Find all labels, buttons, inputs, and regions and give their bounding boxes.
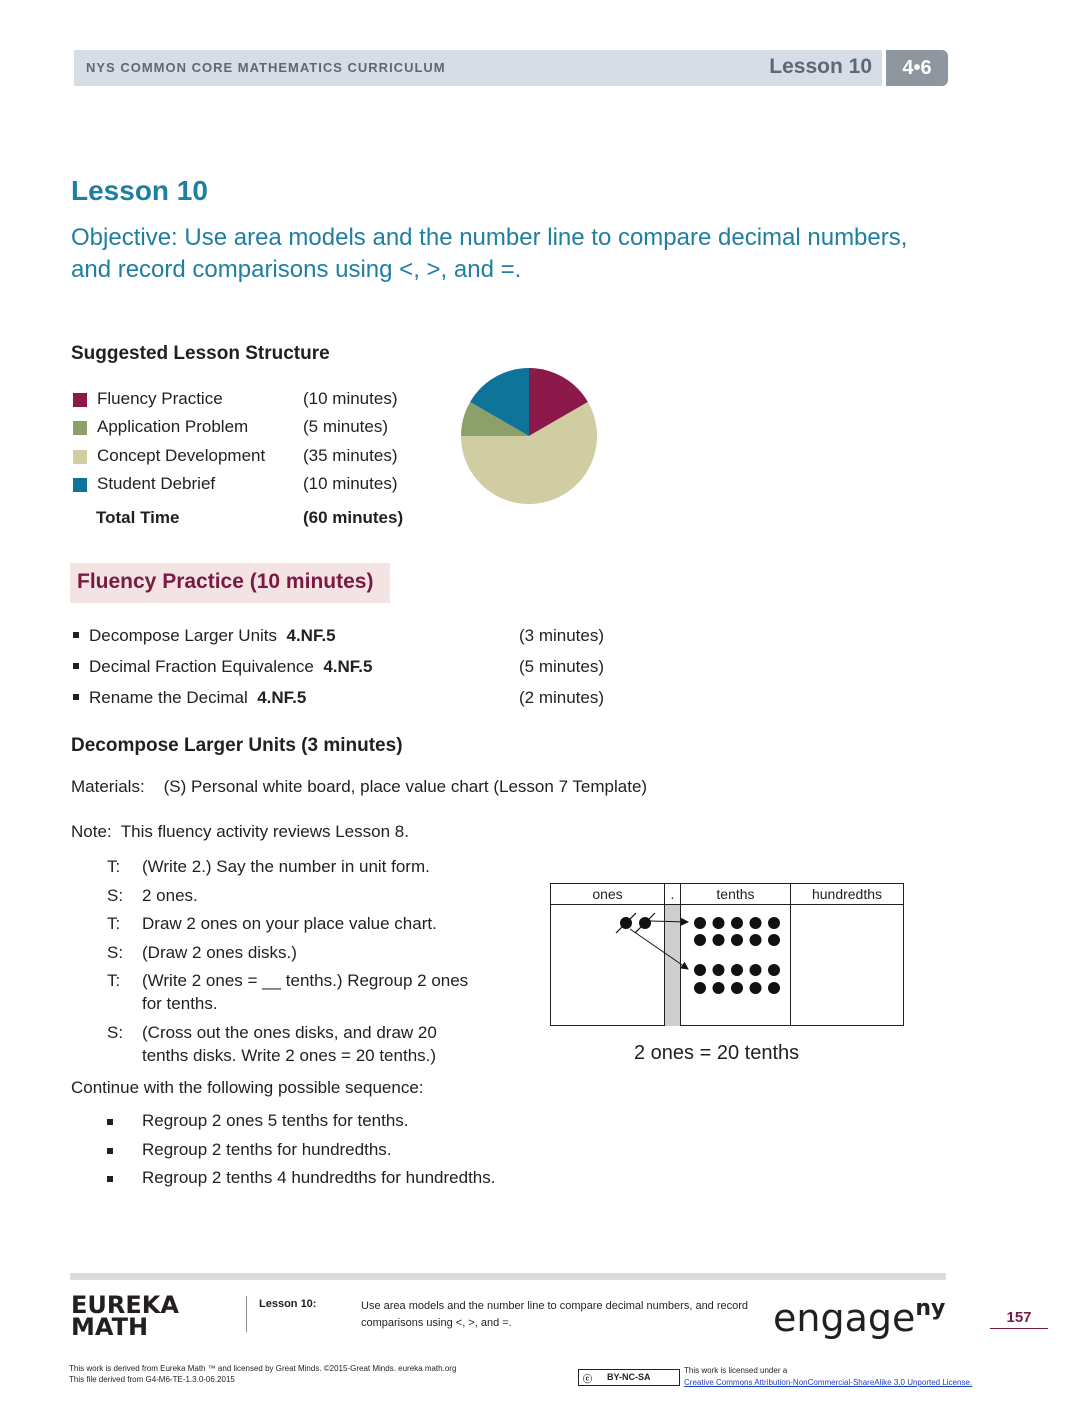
objective: Objective: Use area models and the number line to compare decimal numbers, and record comparisons using <, >, and =.	[71, 224, 908, 283]
footer-divider	[70, 1273, 946, 1280]
legend-label: Fluency Practice	[97, 389, 223, 408]
arrow	[630, 929, 688, 969]
dialogue-speaker: S:	[107, 886, 124, 905]
license-link[interactable]: Creative Commons Attribution-NonCommercial-ShareAlike 3.0 Unported License.	[684, 1378, 973, 1387]
curriculum-label: NYS COMMON CORE MATHEMATICS CURRICULUM	[86, 60, 446, 75]
dialogue-text: 2 ones.	[142, 886, 198, 905]
bullet-icon	[107, 1119, 113, 1125]
tenths-disk	[694, 917, 706, 929]
page-number: 157	[990, 1309, 1048, 1329]
engageny-logo	[773, 1296, 945, 1340]
footer-lesson-label: Lesson 10:	[259, 1298, 317, 1310]
tenths-disk	[731, 917, 743, 929]
sequence-text: Regroup 2 tenths for hundredths.	[142, 1140, 392, 1159]
tenths-disk	[713, 982, 725, 994]
license-text: This work is licensed under a	[684, 1366, 788, 1375]
legend-label: Student Debrief	[97, 474, 216, 493]
legend-minutes: (5 minutes)	[303, 417, 389, 436]
footer-lesson-desc: Use area models and the number line to compare decimal numbers, and record comparisons using <, >, and =.	[361, 1300, 749, 1329]
dialogue-speaker: T:	[107, 971, 121, 990]
chart-header-tenths: tenths	[716, 886, 755, 902]
cc-badge-text: BY-NC-SA	[607, 1372, 651, 1382]
decompose-heading: Decompose Larger Units (3 minutes)	[71, 735, 403, 756]
total-label: Total Time	[96, 508, 180, 527]
module-badge: 4•6	[886, 50, 948, 86]
tenths-disk	[713, 917, 725, 929]
footer-license	[684, 1365, 972, 1389]
legend-swatch	[73, 478, 87, 492]
chart-header-ones: ones	[592, 886, 623, 902]
total-minutes: (60 minutes)	[303, 508, 404, 527]
tenths-disks-group	[694, 917, 780, 994]
engage-text: engage	[773, 1296, 916, 1340]
tenths-disk	[731, 982, 743, 994]
fluency-item-code: 4.NF.5	[257, 688, 307, 707]
fluency-heading: Fluency Practice (10 minutes)	[77, 570, 374, 593]
legend-swatch	[73, 393, 87, 407]
dialogue-text: (Cross out the ones disks, and draw 20 tenths disks. Write 2 ones = 20 tenths.)	[142, 1023, 437, 1065]
fluency-item-name: Decimal Fraction Equivalence	[89, 657, 314, 676]
tenths-disk	[750, 964, 762, 976]
cross-out-mark	[635, 913, 655, 933]
structure-heading: Suggested Lesson Structure	[71, 343, 330, 364]
footer-vertical-divider	[246, 1296, 247, 1332]
fluency-item-minutes: (3 minutes)	[519, 626, 605, 645]
fluency-item-code: 4.NF.5	[323, 657, 373, 676]
ny-text: ny	[915, 1296, 946, 1322]
credit-line: This work is derived from Eureka Math ™ and licensed by Great Minds. ©2015-Great Minds. eureka math.org	[69, 1364, 457, 1373]
header-lesson: Lesson 10	[769, 55, 872, 78]
fluency-item	[73, 626, 336, 646]
note-text: Note: This fluency activity reviews Lesson 8.	[71, 822, 409, 841]
arrow	[650, 921, 688, 922]
eureka-math-logo	[71, 1291, 179, 1341]
bullet-icon	[73, 663, 79, 669]
tenths-disk	[713, 964, 725, 976]
sequence-text: Regroup 2 tenths 4 hundredths for hundredths.	[142, 1168, 496, 1187]
bullet-icon	[107, 1176, 113, 1182]
dialogue-text: (Write 2 ones = __ tenths.) Regroup 2 ones for tenths.	[142, 971, 469, 1013]
cross-out-mark	[616, 913, 636, 933]
tenths-disk	[750, 982, 762, 994]
legend-swatch	[73, 450, 87, 464]
page-title: Lesson 10	[71, 175, 208, 206]
materials-text: Materials: (S) Personal white board, place value chart (Lesson 7 Template)	[71, 777, 648, 796]
tenths-disk	[694, 934, 706, 946]
tenths-disk	[731, 934, 743, 946]
tenths-disk	[768, 934, 780, 946]
dialogue-text: (Draw 2 ones disks.)	[142, 943, 297, 962]
tenths-disk	[750, 934, 762, 946]
logo-line-1: EUREKA	[71, 1291, 179, 1319]
tenths-disk	[768, 964, 780, 976]
footer-credit	[69, 1363, 456, 1385]
chart-caption: 2 ones = 20 tenths	[634, 1042, 800, 1064]
fluency-item-code: 4.NF.5	[286, 626, 336, 645]
continue-text: Continue with the following possible sequence:	[71, 1078, 424, 1097]
bullet-icon	[73, 694, 79, 700]
fluency-item	[73, 688, 306, 708]
lesson-structure-pie-chart	[458, 365, 600, 507]
tenths-disk	[768, 917, 780, 929]
dialogue-speaker: T:	[107, 857, 121, 876]
legend-label: Application Problem	[97, 417, 249, 436]
legend-minutes: (10 minutes)	[303, 474, 398, 493]
credit-line: This file derived from G4-M6-TE-1.3.0-06.2015	[69, 1375, 235, 1384]
legend-label: Concept Development	[97, 446, 266, 465]
dialogue-speaker: T:	[107, 914, 121, 933]
fluency-item-name: Decompose Larger Units	[89, 626, 278, 645]
fluency-item-name: Rename the Decimal	[89, 688, 248, 707]
logo-line-2: MATH	[71, 1313, 149, 1341]
bullet-icon	[73, 632, 79, 638]
tenths-disk	[694, 982, 706, 994]
legend-swatch	[73, 421, 87, 435]
tenths-disk	[750, 917, 762, 929]
dialogue-speaker: S:	[107, 1023, 124, 1042]
legend-minutes: (10 minutes)	[303, 389, 398, 408]
tenths-disk	[694, 964, 706, 976]
fluency-item-minutes: (2 minutes)	[519, 688, 605, 707]
chart-header-point: .	[670, 886, 675, 902]
dialogue-speaker: S:	[107, 943, 124, 962]
bullet-icon	[107, 1148, 113, 1154]
legend-minutes: (35 minutes)	[303, 446, 398, 465]
dialogue-text: Draw 2 ones on your place value chart.	[142, 914, 437, 933]
fluency-item-minutes: (5 minutes)	[519, 657, 605, 676]
cc-license-badge[interactable]	[578, 1369, 680, 1386]
disks-drawing	[550, 905, 904, 1026]
cc-icon: ⓒ	[583, 1374, 593, 1384]
chart-header-hundredths: hundredths	[811, 886, 883, 902]
fluency-item	[73, 657, 372, 677]
sequence-text: Regroup 2 ones 5 tenths for tenths.	[142, 1111, 409, 1130]
dialogue-text: (Write 2.) Say the number in unit form.	[142, 857, 430, 876]
tenths-disk	[768, 982, 780, 994]
tenths-disk	[731, 964, 743, 976]
tenths-disk	[713, 934, 725, 946]
